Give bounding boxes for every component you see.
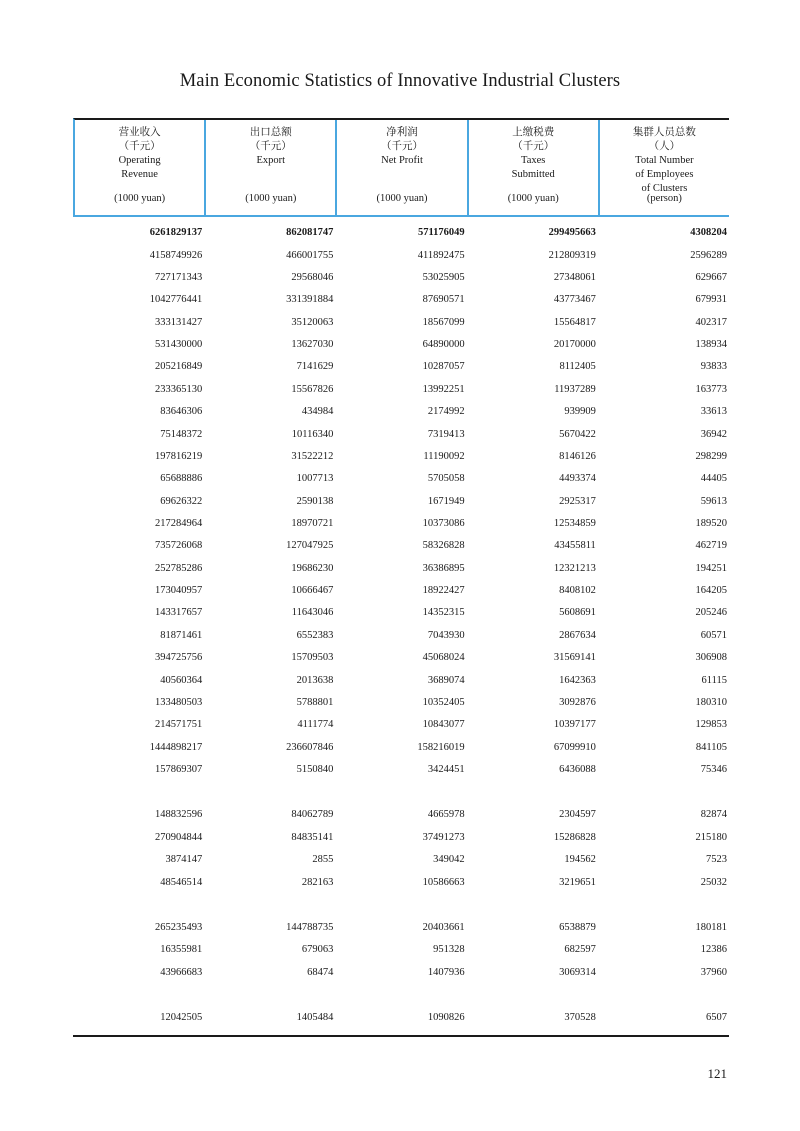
table-cell: 402317 [695,317,728,328]
table-cell: 3219651 [559,877,596,888]
table-cell: 214571751 [154,719,203,730]
table-row [73,315,729,331]
table-cell: 862081747 [286,227,334,238]
table-cell: 1042776441 [149,294,203,305]
table-cell: 679931 [695,294,728,305]
table-cell: 265235493 [154,922,203,933]
table-cell: 37491273 [422,832,465,843]
table-cell: 16355981 [160,944,203,955]
table-cell: 298299 [695,451,728,462]
table-cell: 217284964 [154,518,203,529]
table-cell: 2867634 [559,630,596,641]
table-cell: 4493374 [559,473,596,484]
table-cell: 2174992 [427,406,465,417]
table-row [73,605,729,621]
table-cell: 82874 [700,809,728,820]
table-cell: 67099910 [553,742,596,753]
table-cell: 143317657 [154,607,203,618]
table-cell: 194251 [695,563,728,574]
column-title-cn: 出口总额 [249,127,292,138]
column-title-en: Operating [118,155,161,166]
column-header [600,120,729,215]
table-cell: 148832596 [154,809,203,820]
table-cell: 173040957 [154,585,203,596]
statistics-table [73,118,729,1035]
table-cell: 3874147 [165,854,203,865]
table-cell: 2925317 [559,496,596,507]
table-cell: 189520 [695,518,728,529]
table-cell: 10352405 [422,697,465,708]
table-cell: 69626322 [160,496,203,507]
table-cell: 2596289 [690,250,728,261]
table-cell: 5705058 [427,473,465,484]
table-row [73,583,729,599]
table-cell: 12386 [700,944,728,955]
table-cell: 951328 [433,944,465,955]
table-cell: 13992251 [422,384,465,395]
table-cell: 11937289 [554,384,596,395]
table-cell: 14352315 [422,607,465,618]
column-unit-cn: （人） [648,141,681,152]
column-unit: (person) [646,193,682,204]
table-cell: 59613 [700,496,728,507]
table-cell: 83646306 [160,406,203,417]
table-cell: 11190092 [423,451,465,462]
table-cell: 27348061 [553,272,596,283]
table-cell: 13627030 [291,339,334,350]
table-cell: 20170000 [553,339,596,350]
table-row [73,427,729,443]
table-cell: 5788801 [296,697,334,708]
table-cell: 12042505 [160,1012,203,1023]
table-cell: 10373086 [422,518,465,529]
table-row [73,382,729,398]
table-cell: 5150840 [296,764,334,775]
table-row [73,359,729,375]
table-cell: 331391884 [286,294,334,305]
table-cell: 1007713 [296,473,334,484]
table-cell: 25032 [700,877,728,888]
table-cell: 236607846 [286,742,334,753]
table-cell: 8408102 [559,585,596,596]
table-cell: 19686230 [291,563,334,574]
table-cell: 2304597 [559,809,596,820]
table-cell: 3069314 [559,967,596,978]
table-cell: 434984 [301,406,334,417]
column-unit: (1000 yuan) [376,193,428,204]
table-cell: 18567099 [422,317,465,328]
table-cell: 1407936 [427,967,465,978]
column-header [75,120,206,215]
table-cell: 48546514 [160,877,203,888]
table-cell: 11643046 [291,607,334,618]
column-unit: (1000 yuan) [507,193,559,204]
table-cell: 233365130 [154,384,203,395]
table-cell: 349042 [433,854,465,865]
table-cell: 43773467 [553,294,596,305]
table-cell: 7141629 [296,361,334,372]
table-cell: 1642363 [559,675,596,686]
table-cell: 163773 [695,384,728,395]
table-cell: 45068024 [422,652,465,663]
table-cell: 81871461 [160,630,203,641]
table-cell: 180310 [695,697,728,708]
table-cell: 282163 [301,877,334,888]
column-title-en: Submitted [511,169,555,180]
table-cell: 84835141 [291,832,334,843]
table-cell: 205246 [695,607,728,618]
table-row [73,807,729,823]
column-title-cn: 上缴税费 [512,127,555,138]
column-header [337,120,468,215]
table-cell: 10397177 [553,719,596,730]
table-row [73,942,729,958]
table-cell: 270904844 [154,832,203,843]
table-cell: 4308204 [690,227,728,238]
column-title-en: Taxes [521,155,546,166]
table-cell: 6552383 [296,630,334,641]
table-cell: 6507 [706,1012,728,1023]
column-unit-cn: （千元） [512,141,555,152]
column-header [469,120,600,215]
table-cell: 8112405 [559,361,596,372]
bottom-rule [73,1035,729,1037]
table-cell: 411892475 [417,250,465,261]
table-row [73,494,729,510]
table-cell: 36942 [700,429,728,440]
table-cell: 31569141 [553,652,596,663]
table-header [73,118,729,217]
table-cell: 40560364 [160,675,203,686]
table-cell: 18970721 [291,518,334,529]
table-cell: 3424451 [427,764,465,775]
table-cell: 1671949 [427,496,465,507]
table-cell: 20403661 [422,922,465,933]
table-row [73,471,729,487]
table-cell: 682597 [564,944,596,955]
table-cell: 75148372 [160,429,203,440]
page-title: Main Economic Statistics of Innovative Industrial Clusters [179,71,621,91]
table-cell: 65688886 [160,473,203,484]
table-row [73,292,729,308]
table-cell: 197816219 [154,451,203,462]
table-cell: 333131427 [154,317,203,328]
table-cell: 3689074 [427,675,465,686]
table-cell: 157869307 [154,764,203,775]
table-cell: 15567826 [291,384,334,395]
table-cell: 68474 [307,967,334,978]
table-cell: 33613 [700,406,728,417]
table-cell: 10843077 [422,719,465,730]
table-cell: 7523 [706,854,728,865]
column-title-en: of Employees [635,169,694,180]
table-row [73,538,729,554]
table-row [73,673,729,689]
table-cell: 61115 [701,675,728,686]
table-cell: 5608691 [559,607,596,618]
table-row [73,740,729,756]
table-row [73,404,729,420]
table-row [73,875,729,891]
table-cell: 60571 [700,630,728,641]
table-cell: 36386895 [422,563,465,574]
table-row [73,248,729,264]
column-header [206,120,337,215]
column-title-cn: 营业收入 [118,127,161,138]
table-cell: 35120063 [291,317,334,328]
table-cell: 58326828 [422,540,465,551]
table-cell: 164205 [695,585,728,596]
table-cell: 299495663 [548,227,596,238]
table-cell: 12321213 [553,563,596,574]
table-cell: 158216019 [417,742,465,753]
column-unit-cn: （千元） [249,141,292,152]
table-cell: 127047925 [286,540,334,551]
table-cell: 205216849 [154,361,203,372]
table-cell: 939909 [564,406,596,417]
column-title-cn: 净利润 [386,127,418,138]
table-cell: 53025905 [422,272,465,283]
column-unit: (1000 yuan) [114,193,166,204]
table-row [73,628,729,644]
table-cell: 15286828 [553,832,596,843]
table-cell: 7319413 [427,429,465,440]
table-cell: 10666467 [291,585,334,596]
table-row [73,516,729,532]
table-cell: 6538879 [559,922,596,933]
table-cell: 2013638 [296,675,334,686]
table-cell: 629667 [695,272,728,283]
table-cell: 306908 [695,652,728,663]
table-cell: 44405 [700,473,728,484]
table-cell: 84062789 [291,809,334,820]
table-row [73,852,729,868]
table-cell: 4665978 [427,809,465,820]
table-cell: 138934 [695,339,728,350]
table-cell: 2590138 [296,496,334,507]
column-unit: (1000 yuan) [245,193,297,204]
table-cell: 727171343 [154,272,203,283]
table-cell: 571176049 [417,227,465,238]
table-cell: 462719 [695,540,728,551]
table-cell: 370528 [564,1012,596,1023]
table-cell: 75346 [700,764,728,775]
table-row [73,337,729,353]
table-cell: 215180 [695,832,728,843]
table-cell: 93833 [700,361,728,372]
table-row [73,561,729,577]
table-cell: 129853 [695,719,728,730]
table-cell: 12534859 [553,518,596,529]
table-cell: 87690571 [422,294,465,305]
table-cell: 3092876 [559,697,596,708]
table-cell: 37960 [700,967,728,978]
table-body [73,217,729,1035]
table-row [73,717,729,733]
table-cell: 15564817 [553,317,596,328]
table-row [73,449,729,465]
table-cell: 144788735 [286,922,334,933]
table-cell: 18922427 [422,585,465,596]
table-cell: 394725756 [154,652,203,663]
table-cell: 466001755 [286,250,334,261]
table-cell: 7043930 [427,630,465,641]
column-title-en: Net Profit [381,155,423,166]
table-cell: 4111774 [297,719,334,730]
table-cell: 4158749926 [149,250,203,261]
table-cell: 8146126 [559,451,596,462]
table-cell: 212809319 [548,250,596,261]
table-cell: 10287057 [422,361,465,372]
table-cell: 43455811 [554,540,596,551]
table-cell: 841105 [695,742,728,753]
table-cell: 29568046 [291,272,334,283]
page-number: 121 [707,1066,727,1081]
table-cell: 6436088 [559,764,596,775]
table-row [73,830,729,846]
table-cell: 180181 [695,922,728,933]
table-cell: 1405484 [296,1012,334,1023]
table-row [73,1010,729,1026]
table-cell: 2855 [312,854,334,865]
table-cell: 43966683 [160,967,203,978]
table-row [73,650,729,666]
table-cell: 6261829137 [149,227,203,238]
table-row [73,965,729,981]
column-unit-cn: （千元） [381,141,423,152]
table-row [73,762,729,778]
table-cell: 531430000 [154,339,203,350]
table-cell: 15709503 [291,652,334,663]
table-cell: 735726068 [154,540,203,551]
table-cell: 133480503 [154,697,203,708]
column-title-en: Total Number [635,155,694,166]
column-title-en: of Clusters [641,183,688,194]
table-cell: 31522212 [291,451,334,462]
table-cell: 194562 [564,854,596,865]
table-cell: 679063 [301,944,334,955]
table-cell: 5670422 [559,429,596,440]
column-title-cn: 集群人员总数 [632,127,696,138]
table-cell: 10586663 [422,877,465,888]
table-row [73,270,729,286]
table-cell: 1444898217 [149,742,203,753]
table-cell: 1090826 [427,1012,465,1023]
table-row [73,695,729,711]
table-cell: 10116340 [291,429,334,440]
table-row-total [73,225,729,241]
column-title-en: Revenue [121,169,158,180]
table-row [73,920,729,936]
table-cell: 252785286 [154,563,203,574]
column-title-en: Export [256,155,286,166]
column-unit-cn: （千元） [118,141,161,152]
table-cell: 64890000 [422,339,465,350]
